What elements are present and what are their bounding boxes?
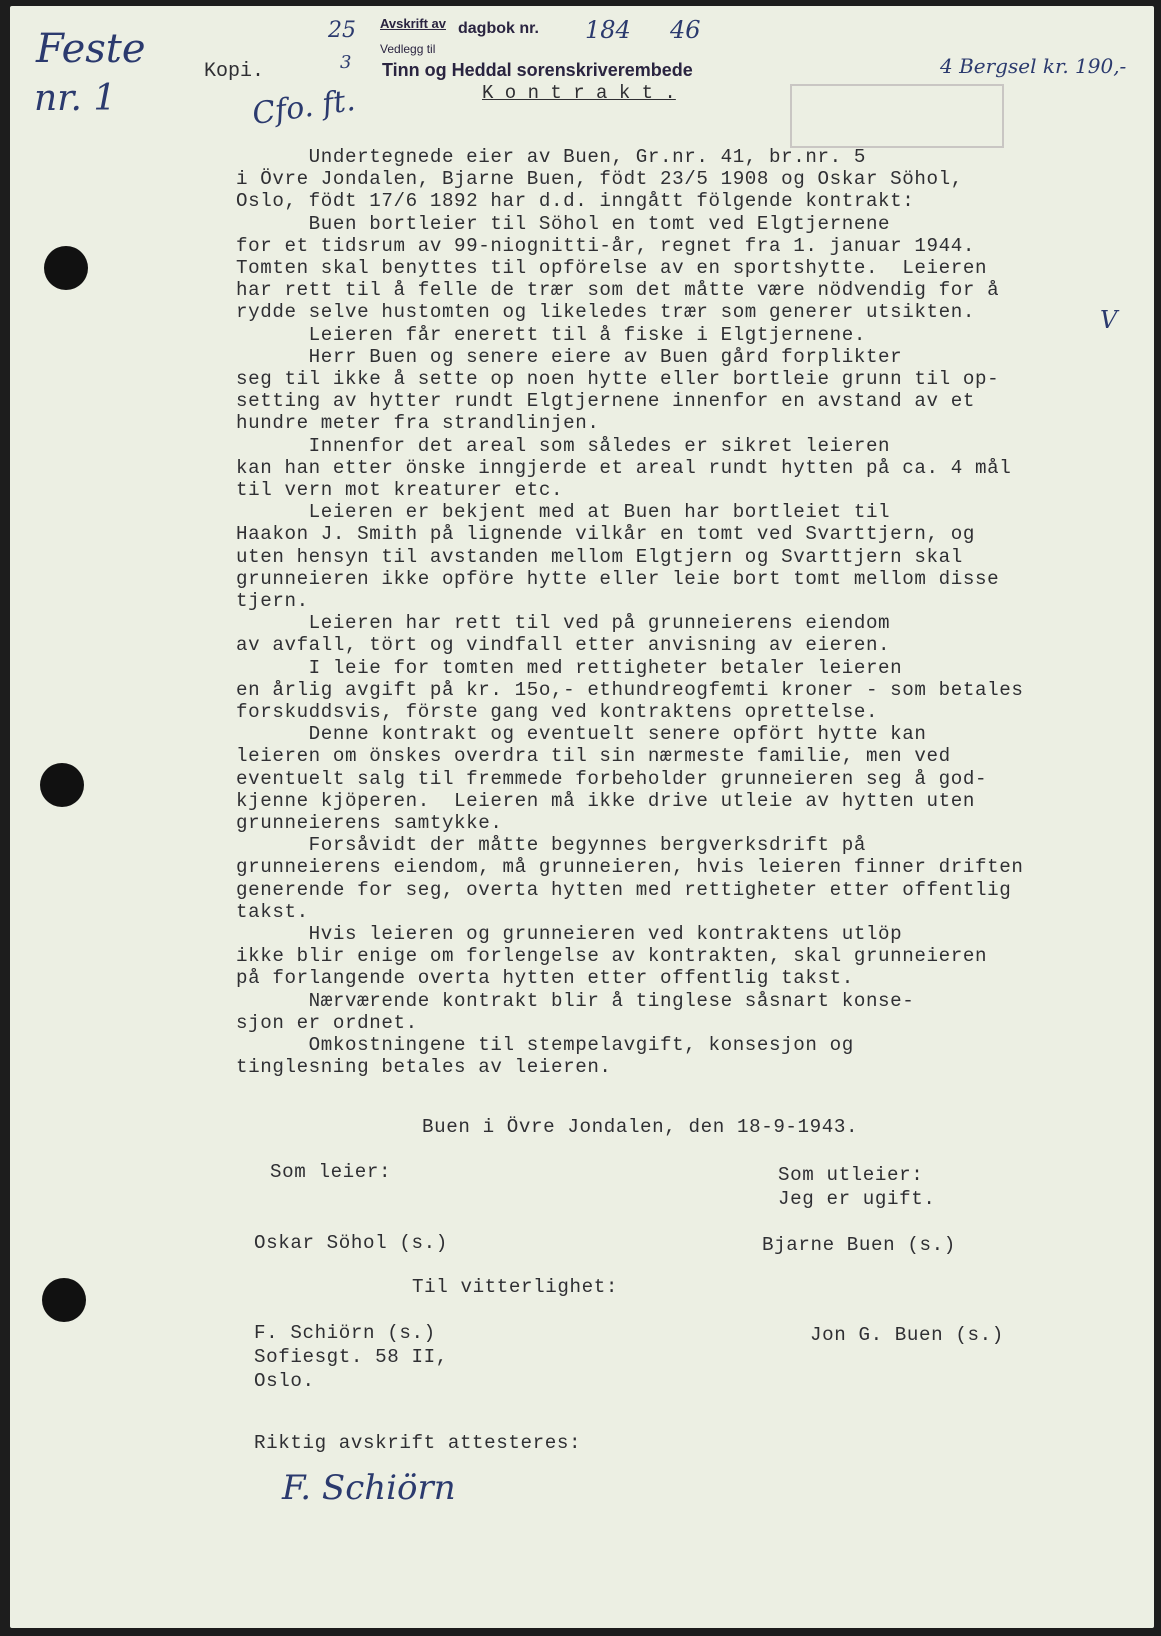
witness2-name: Jon G. Buen (s.) xyxy=(810,1324,1004,1346)
contract-line: uten hensyn til avstanden mellom Elgtjern og Svarttjern skal xyxy=(236,545,963,568)
contract-line: Hvis leieren og grunneieren ved kontraktens utlöp xyxy=(236,923,903,945)
contract-line: Forsåvidt der måtte begynnes bergverksdrift på xyxy=(236,834,866,857)
punch-hole xyxy=(44,246,88,290)
contract-line: av avfall, tört og vindfall etter anvisning av eieren. xyxy=(236,634,891,657)
stamp-month: 3 xyxy=(340,52,352,73)
contract-line: Herr Buen og senere eiere av Buen gård forplikter xyxy=(236,345,903,368)
contract-line: i Övre Jondalen, Bjarne Buen, födt 23/5 1908 og Oskar Söhol, xyxy=(236,168,963,191)
contract-line: rydde selve hustomten og likeledes trær som generer utsikten. xyxy=(236,301,975,324)
contract-line: Tomten skal benyttes til opförelse av en sportshytte. Leieren xyxy=(236,257,988,279)
contract-line: takst. xyxy=(236,900,309,923)
contract-line: grunneierens samtykke. xyxy=(236,812,503,834)
contract-line: Innenfor det areal som således er sikret leieren xyxy=(236,434,891,457)
lessor-label: Som utleier: xyxy=(778,1164,924,1186)
stamp-office: Tinn og Heddal sorenskriverembede xyxy=(382,60,693,80)
contract-line: har rett til å felle de trær som det måtte være nödvendig for å xyxy=(236,279,1000,302)
contract-line: setting av hytter rundt Elgtjernene innenfor en avstand av et xyxy=(236,390,975,413)
contract-title: K o n t r a k t . xyxy=(482,82,676,104)
attest-signature: F. Schiörn xyxy=(282,1468,456,1508)
stamp-vedlegg: Vedlegg til xyxy=(380,42,436,56)
stamp-prefix: Avskrift av xyxy=(380,16,446,31)
contract-line: kan han etter önske inngjerde et areal rundt hytten på ca. 4 mål xyxy=(236,456,1012,479)
contract-line: kjenne kjöperen. Leieren må ikke drive utleie av hytten uten xyxy=(236,789,975,812)
document-page xyxy=(10,6,1154,1628)
contract-line: tinglesning betales av leieren. xyxy=(236,1056,612,1079)
kopi-label: Kopi. xyxy=(204,60,265,83)
contract-line: til vern mot kreaturer etc. xyxy=(236,479,564,501)
witness-label: Til vitterlighet: xyxy=(412,1276,618,1298)
contract-line: hundre meter fra strandlinjen. xyxy=(236,412,600,435)
contract-line: Denne kontrakt og eventuelt senere opfört hytte kan xyxy=(236,723,927,746)
witness1-name: F. Schiörn (s.) xyxy=(254,1322,436,1344)
contract-line: grunneieren ikke opföre hytte eller leie bort tomt mellom disse xyxy=(236,567,1000,590)
contract-line: forskuddsvis, förste gang ved kontraktens oprettelse. xyxy=(236,701,879,723)
faint-stamp-box xyxy=(790,84,1004,148)
contract-line: en årlig avgift på kr. 15o,- ethundreogfemti kroner - som betales xyxy=(236,678,1024,701)
contract-line: ikke blir enige om forlengelse av kontrakten, skal grunneieren xyxy=(236,945,988,968)
contract-line: Oslo, födt 17/6 1892 har d.d. inngått fölgende kontrakt: xyxy=(236,190,915,213)
contract-line: sjon er ordnet. xyxy=(236,1011,418,1034)
contract-line: Haakon J. Smith på lignende vilkår en tomt ved Svarttjern, og xyxy=(236,523,975,546)
attest-text: Riktig avskrift attesteres: xyxy=(254,1432,582,1454)
stamp-dagbok: dagbok nr. xyxy=(458,20,539,37)
contract-line: Leieren har rett til ved på grunneierens eiendom xyxy=(236,612,891,635)
contract-line: for et tidsrum av 99-niognitti-år, regnet fra 1. januar 1944. xyxy=(236,234,975,257)
contract-line: på forlangende overta hytten etter offentlig takst. xyxy=(236,967,854,990)
lessor-name: Bjarne Buen (s.) xyxy=(762,1234,956,1256)
contract-line: Leieren får enerett til å fiske i Elgtjernene. xyxy=(236,323,866,346)
stamp-year: 46 xyxy=(670,16,701,44)
contract-line: seg til ikke å sette op noen hytte eller bortleie grunn til op- xyxy=(236,368,1000,390)
handwritten-initials: Cfo. ft. xyxy=(250,82,358,133)
contract-line: Omkostningene til stempelavgift, konsesjon og xyxy=(236,1034,854,1056)
witness1-address-2: Oslo. xyxy=(254,1370,315,1392)
contract-line: Nærværende kontrakt blir å tinglese såsnart konse- xyxy=(236,989,915,1012)
contract-line: Buen bortleier til Söhol en tomt ved Elgtjernene xyxy=(236,212,891,235)
contract-line: Undertegnede eier av Buen, Gr.nr. 41, br.nr. 5 xyxy=(236,146,866,168)
stamp-number: 184 xyxy=(585,16,631,44)
lessor-note: Jeg er ugift. xyxy=(778,1188,936,1210)
contract-line: grunneierens eiendom, må grunneieren, hvis leieren finner driften xyxy=(236,856,1024,879)
contract-line: Leieren er bekjent med at Buen har bortleiet til xyxy=(236,501,891,524)
handwritten-fee-note: 4 Bergsel kr. 190,- xyxy=(940,54,1127,78)
contract-body xyxy=(236,146,1136,1106)
stamp-day: 25 xyxy=(328,18,356,43)
punch-hole xyxy=(40,763,84,807)
place-date: Buen i Övre Jondalen, den 18-9-1943. xyxy=(422,1116,859,1138)
lessee-label: Som leier: xyxy=(270,1161,392,1183)
handwritten-number: nr. 1 xyxy=(34,78,117,119)
check-mark: V xyxy=(1100,306,1118,334)
witness1-address-1: Sofiesgt. 58 II, xyxy=(254,1346,448,1368)
contract-line: generende for seg, overta hytten med rettigheter etter offentlig xyxy=(236,878,1012,901)
punch-hole xyxy=(42,1278,86,1322)
contract-line: leieren om önskes overdra til sin nærmeste familie, men ved xyxy=(236,745,951,768)
contract-line: I leie for tomten med rettigheter betaler leieren xyxy=(236,656,903,679)
lessee-name: Oskar Söhol (s.) xyxy=(254,1232,448,1254)
handwritten-feste: Feste xyxy=(36,26,146,72)
contract-line: tjern. xyxy=(236,590,309,612)
contract-line: eventuelt salg til fremmede forbeholder grunneieren seg å god- xyxy=(236,767,988,790)
